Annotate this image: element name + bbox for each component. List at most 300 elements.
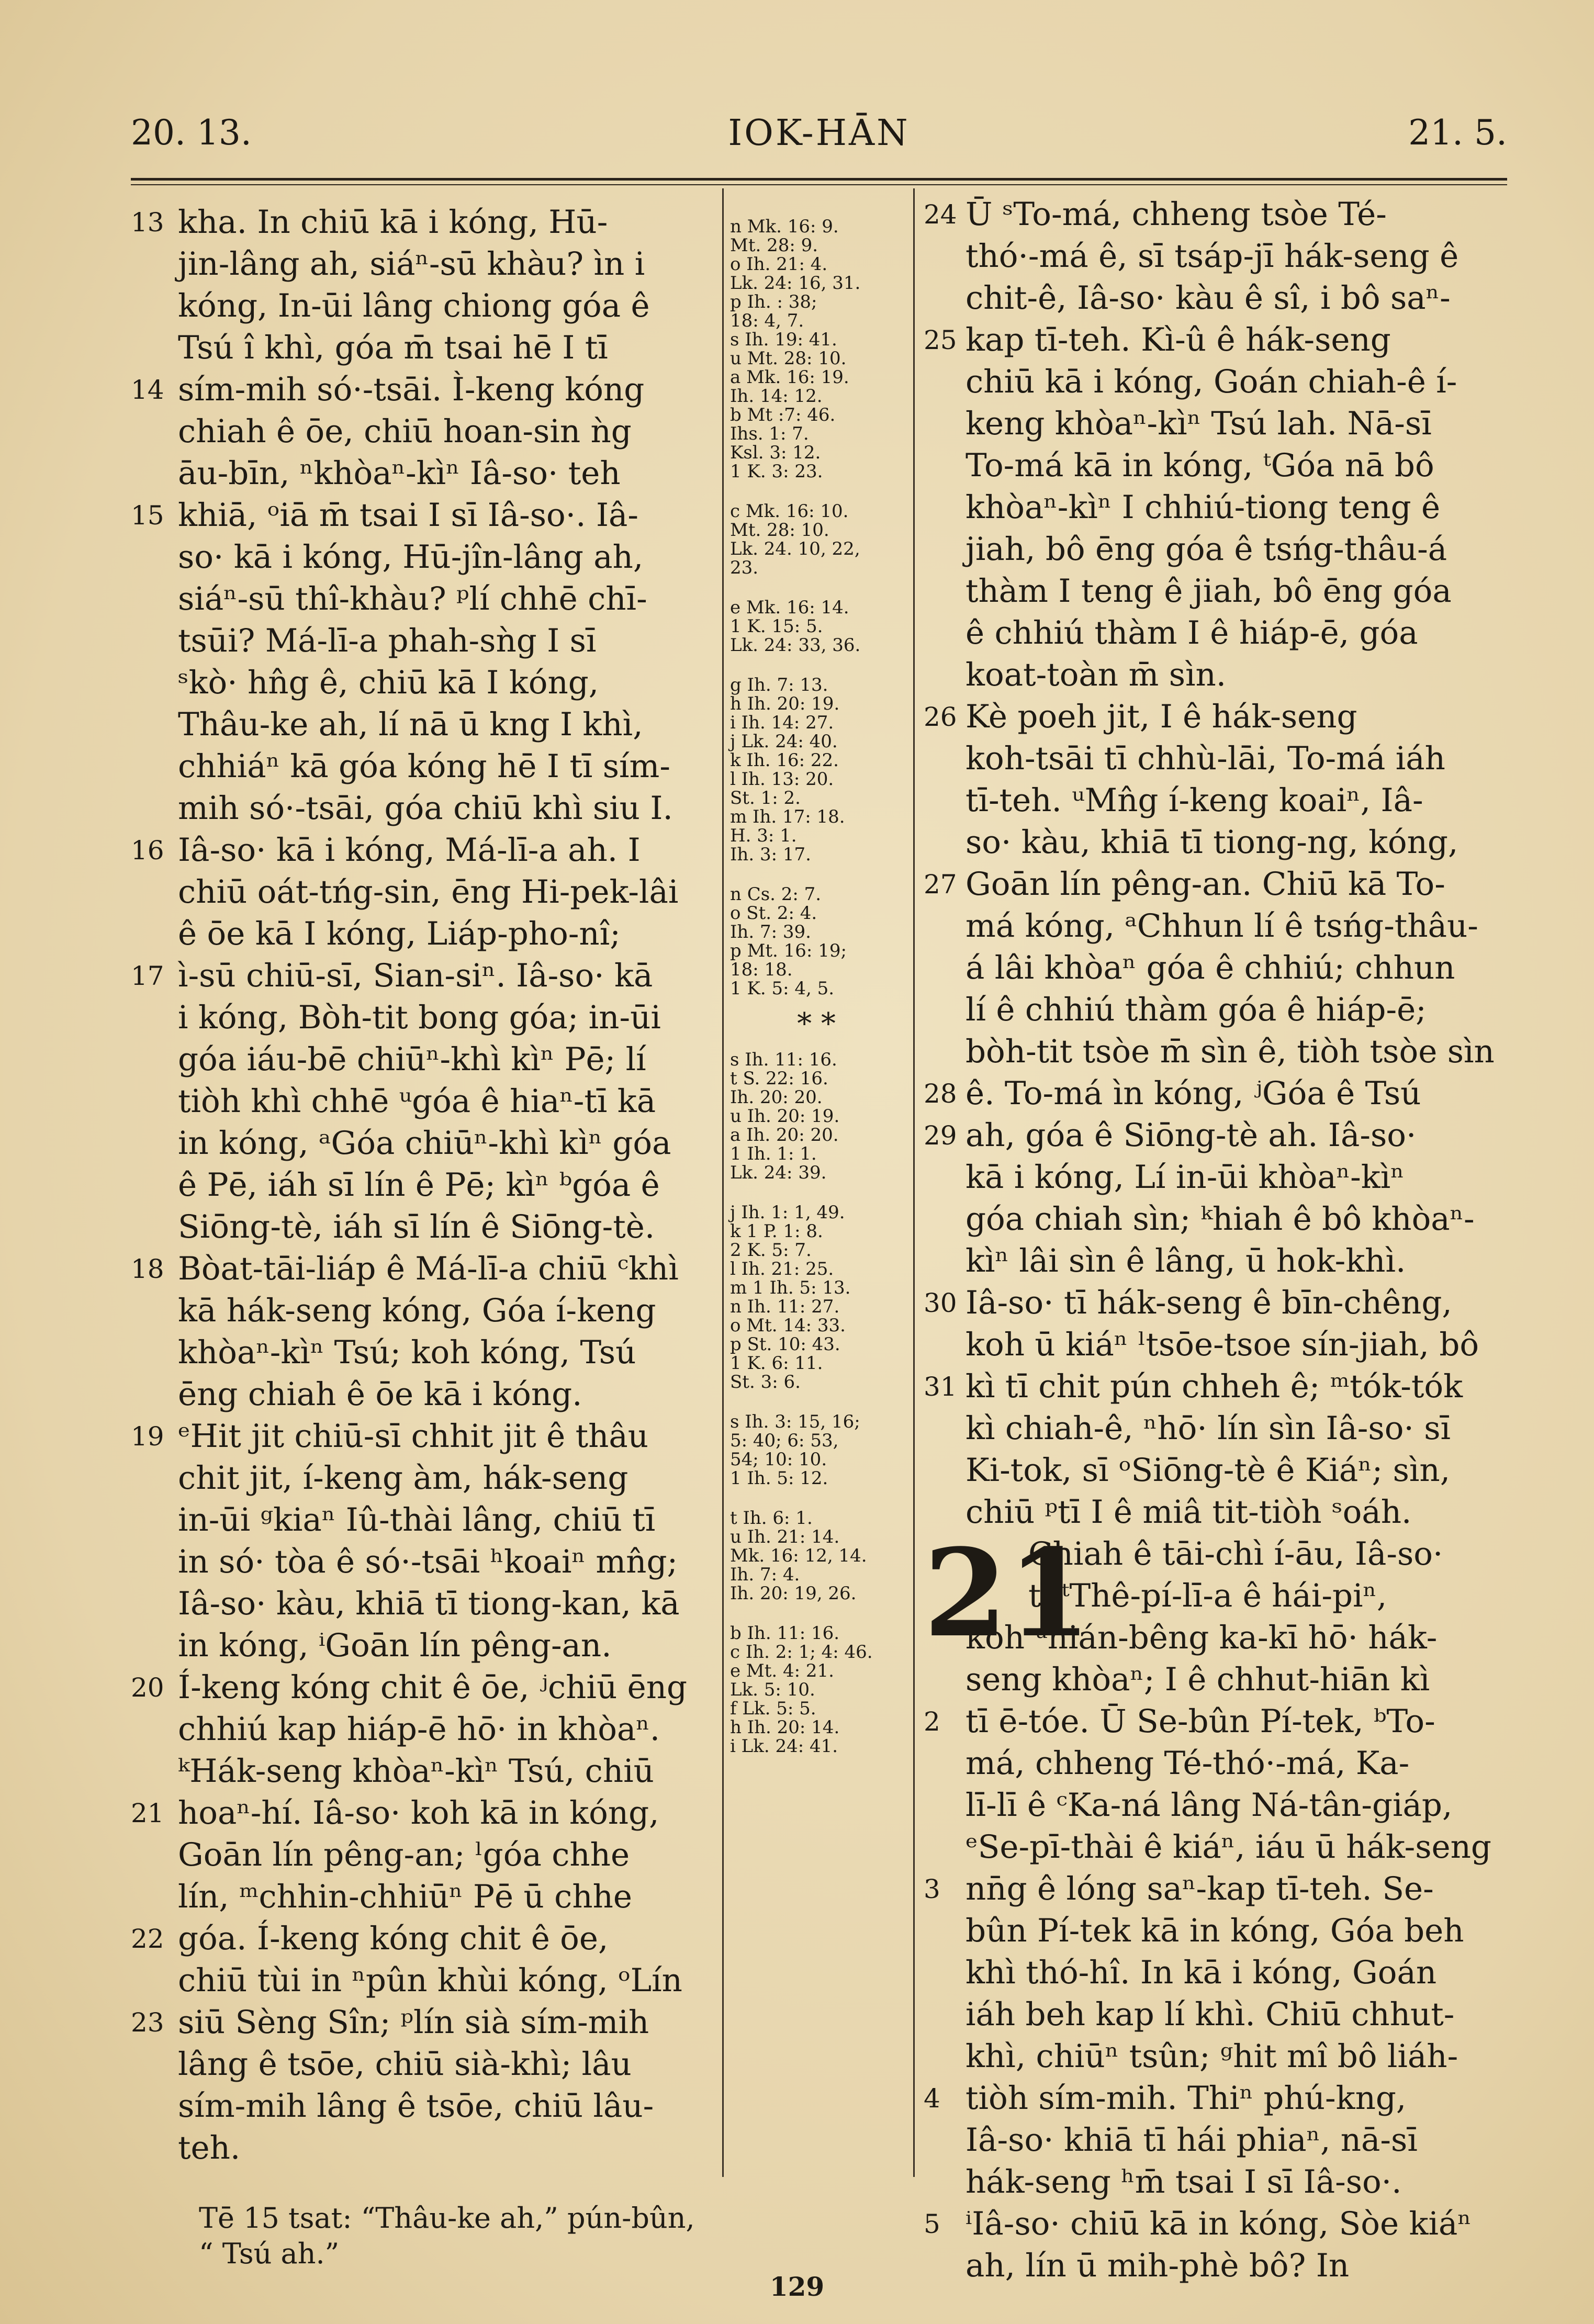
cross-reference: p St. 10: 43. <box>730 1334 840 1355</box>
cross-reference: Ih. 3: 17. <box>730 844 811 865</box>
cross-reference: 1 Ih. 5: 12. <box>730 1468 828 1489</box>
verse-text: mih só·-tsāi, góa chiū khì siu I. <box>178 790 673 827</box>
text-line <box>924 277 1510 319</box>
cross-reference: Lk. 24: 33, 36. <box>730 635 861 656</box>
cross-reference: Ksl. 3: 12. <box>730 442 821 463</box>
footnote-line: “ Tsú ah.” <box>199 2237 340 2270</box>
header-rule <box>131 178 1507 181</box>
text-line <box>131 1416 722 1457</box>
text-line <box>131 955 722 997</box>
text-line <box>131 327 722 369</box>
cross-reference: 18: 18. <box>730 959 793 980</box>
cross-reference: b Mt :7: 46. <box>730 405 836 425</box>
ref-gap <box>730 1182 903 1203</box>
text-line <box>131 1248 722 1290</box>
cross-reference: Ihs. 1: 7. <box>730 423 809 444</box>
cross-reference: n Ih. 11: 27. <box>730 1296 840 1317</box>
cross-reference: j Ih. 1: 1, 49. <box>730 1202 845 1223</box>
cross-reference: Ih. 20: 19, 26. <box>730 1583 857 1604</box>
text-line <box>131 1081 722 1122</box>
text-line <box>924 947 1510 989</box>
verse-text: tī-teh. ᵘMn̂g í-keng koaiⁿ, Iâ- <box>966 782 1423 819</box>
verse-text: thàm I teng ê jiah, bô ēng góa <box>966 572 1452 610</box>
text-line <box>131 1457 722 1499</box>
verse-number: 13 <box>131 207 164 238</box>
cross-reference: Lk. 24. 10, 22, <box>730 538 860 559</box>
text-line <box>924 1743 1510 1784</box>
verse-text: ˢkò· hn̂g ê, chiū kā I kóng, <box>178 664 599 701</box>
cross-reference: e Mk. 16: 14. <box>730 597 849 618</box>
cross-reference: 2 K. 5: 7. <box>730 1240 812 1261</box>
verse-text: hoaⁿ-hí. Iâ-so· koh kā in kóng, <box>178 1794 659 1832</box>
text-line <box>924 1701 1510 1743</box>
cross-reference: f Lk. 5: 5. <box>730 1698 816 1719</box>
text-line <box>924 1324 1510 1366</box>
verse-number: 18 <box>131 1254 164 1284</box>
verse-text: Kè poeh jit, I ê hák-seng <box>966 698 1357 735</box>
text-line <box>924 1826 1510 1868</box>
right-text-column <box>924 194 1510 2287</box>
cross-reference: c Ih. 2: 1; 4: 46. <box>730 1642 873 1663</box>
text-line <box>924 2036 1510 2078</box>
cross-reference: k Ih. 16: 22. <box>730 750 839 771</box>
ref-gap <box>730 577 903 598</box>
cross-reference: Lk. 5: 10. <box>730 1679 815 1700</box>
verse-text: koh ᵘhián-bêng ka-kī hō· hák- <box>966 1619 1438 1656</box>
cross-reference: o St. 2: 4. <box>730 903 817 924</box>
verse-number: 25 <box>924 325 957 355</box>
verse-text: khì, chiūⁿ tsûn; ᵍhit mî bô liáh- <box>966 2038 1458 2075</box>
cross-reference: St. 3: 6. <box>730 1372 801 1393</box>
verse-number: 2 <box>924 1706 940 1737</box>
ref-gap <box>730 655 903 676</box>
cross-reference: St. 1: 2. <box>730 788 801 809</box>
cross-reference: t Ih. 6: 1. <box>730 1508 813 1529</box>
verse-text: Thâu-ke ah, lí nā ū kng I khì, <box>178 706 643 743</box>
cross-reference-column <box>730 217 903 1756</box>
text-line <box>131 913 722 955</box>
cross-reference: Ih. 7: 39. <box>730 922 811 942</box>
cross-reference: t S. 22: 16. <box>730 1068 828 1089</box>
text-line <box>924 654 1510 696</box>
verse-text: khiā, ᵒiā m̄ tsai I sī Iâ-so·. Iâ- <box>178 497 639 534</box>
verse-text: sím-mih só·-tsāi. Ì-keng kóng <box>178 371 645 408</box>
footnote-line: Tē 15 tsat: “Thâu-ke ah,” pún-bûn, <box>199 2202 695 2235</box>
page-number: 129 <box>769 2271 825 2302</box>
cross-reference: Ih. 7: 4. <box>730 1564 800 1585</box>
verse-text: góa iáu-bē chiūⁿ-khì kìⁿ Pē; lí <box>178 1041 646 1078</box>
text-line <box>924 1240 1510 1282</box>
text-line <box>131 1918 722 1960</box>
text-line <box>131 620 722 662</box>
verse-text: iáh beh kap lí khì. Chiū chhut- <box>966 1996 1455 2033</box>
cross-reference: Lk. 24: 16, 31. <box>730 273 861 294</box>
verse-text: ê ōe kā I kóng, Liáp-pho-nî; <box>178 915 621 952</box>
text-line <box>131 1583 722 1625</box>
verse-text: nn̄g ê lóng saⁿ-kap tī-teh. Se- <box>966 1870 1434 1907</box>
verse-number: 14 <box>131 375 164 405</box>
text-line <box>924 1575 1510 1617</box>
cross-reference: 1 K. 3: 23. <box>730 461 823 482</box>
text-line <box>131 1541 722 1583</box>
text-line <box>924 780 1510 822</box>
cross-reference: Lk. 24: 39. <box>730 1162 827 1183</box>
text-line <box>924 1157 1510 1198</box>
text-line <box>924 487 1510 529</box>
cross-reference: b Ih. 11: 16. <box>730 1623 840 1644</box>
text-line <box>131 2044 722 2085</box>
text-line <box>924 1994 1510 2036</box>
ref-gap <box>730 864 903 885</box>
text-line <box>131 1792 722 1834</box>
header-chapter-end: 21. 5. <box>1408 113 1507 153</box>
verse-text: kìⁿ lâi sìn ê lâng, ū hok-khì. <box>966 1242 1406 1279</box>
verse-number: 21 <box>131 1798 164 1828</box>
text-line <box>924 403 1510 445</box>
verse-text: ê. To-má ìn kóng, ʲGóa ê Tsú <box>966 1075 1421 1112</box>
verse-text: jin-lâng ah, siáⁿ-sū khàu? ìn i <box>178 245 645 283</box>
text-line <box>131 2127 722 2169</box>
text-line <box>131 1039 722 1081</box>
verse-text: Iâ-so· kā i kóng, Má-lī-a ah. I <box>178 832 641 869</box>
text-line <box>131 704 722 746</box>
verse-text: siū Sèng Sîn; ᵖlín sià sím-mih <box>178 2004 649 2041</box>
verse-text: chiū kā i kóng, Goán chiah-ê í- <box>966 363 1457 400</box>
text-line <box>131 1750 722 1792</box>
verse-text: Goān lín pêng-an; ˡgóa chhe <box>178 1836 630 1873</box>
cross-reference: p Mt. 16: 19; <box>730 940 847 961</box>
verse-number: 23 <box>131 2007 164 2038</box>
text-line <box>924 1115 1510 1157</box>
text-line <box>131 788 722 829</box>
text-line <box>924 696 1510 738</box>
text-line <box>131 829 722 871</box>
text-line <box>924 1073 1510 1115</box>
text-line <box>131 1667 722 1709</box>
chapter-number: 21 <box>924 1523 1092 1664</box>
cross-reference: l Ih. 21: 25. <box>730 1259 834 1279</box>
verse-text: góa chiah sìn; ᵏhiah ê bô khòaⁿ- <box>966 1200 1475 1238</box>
text-line <box>131 1499 722 1541</box>
header-chapter-start: 20. 13. <box>131 113 252 153</box>
running-header <box>131 113 1507 170</box>
verse-text: in kóng, ᵃGóa chiūⁿ-khì kìⁿ góa <box>178 1125 671 1162</box>
verse-text: lī-lī ê ᶜKa-ná lâng Ná-tân-giáp, <box>966 1787 1453 1824</box>
verse-number: 15 <box>131 500 164 531</box>
verse-text: chiū ᵖtī I ê miâ tit-tiòh ˢoáh. <box>966 1494 1412 1531</box>
verse-text: āu-bīn, ⁿkhòaⁿ-kìⁿ Iâ-so· teh <box>178 455 621 492</box>
cross-reference: Ih. 14: 12. <box>730 386 823 407</box>
text-line <box>924 1617 1510 1659</box>
verse-text: kā i kóng, Lí in-ūi khòaⁿ-kìⁿ <box>966 1159 1405 1196</box>
verse-number: 26 <box>924 702 957 732</box>
verse-text: Chiah ê tāi-chì í-āu, Iâ-so· <box>1028 1535 1443 1573</box>
text-line <box>131 578 722 620</box>
verse-text: siáⁿ-sū thî-khàu? ᵖlí chhē chī- <box>178 580 647 618</box>
verse-text: sím-mih lâng ê tsōe, chiū lâu- <box>178 2087 654 2125</box>
verse-text: kap tī-teh. Kì-û ê hák-seng <box>966 321 1391 358</box>
text-line <box>131 201 722 243</box>
verse-number: 28 <box>924 1079 957 1109</box>
text-line <box>924 1868 1510 1910</box>
verse-text: khòaⁿ-kìⁿ Tsú; koh kóng, Tsú <box>178 1334 636 1371</box>
verse-text: ⁱIâ-so· chiū kā in kóng, Sòe kiáⁿ <box>966 2205 1472 2242</box>
verse-text: kā hák-seng kóng, Góa í-keng <box>178 1292 656 1329</box>
verse-number: 17 <box>131 961 164 991</box>
cross-reference: 1 K. 6: 11. <box>730 1353 823 1374</box>
cross-reference: 18: 4, 7. <box>730 310 804 331</box>
verse-text: chiū tùi in ⁿpûn khùi kóng, ᵒLín <box>178 1962 682 1999</box>
text-line <box>131 285 722 327</box>
column-divider-left <box>722 188 724 2177</box>
verse-text: Iâ-so· tī hák-seng ê bīn-chêng, <box>966 1284 1452 1321</box>
cross-reference: h Ih. 20: 19. <box>730 693 840 714</box>
text-line <box>131 369 722 411</box>
verse-text: i kóng, Bòh-tit bong góa; in-ūi <box>178 999 661 1036</box>
verse-number: 16 <box>131 835 164 866</box>
text-line <box>131 2002 722 2044</box>
text-line <box>131 495 722 536</box>
footnote <box>199 2200 743 2272</box>
text-line <box>131 871 722 913</box>
cross-reference: 1 K. 15: 5. <box>730 616 823 637</box>
text-line <box>924 2161 1510 2203</box>
cross-reference: Mt. 28: 10. <box>730 520 829 541</box>
cross-reference: s Ih. 3: 15, 16; <box>730 1411 860 1432</box>
text-line <box>131 1374 722 1416</box>
verse-text: thó·-má ê, sī tsáp-jī hák-seng ê <box>966 238 1459 275</box>
text-line <box>131 746 722 788</box>
cross-reference: j Lk. 24: 40. <box>730 731 838 752</box>
verse-text: Ū ˢTo-má, chheng tsòe Té- <box>966 196 1387 233</box>
verse-number: 24 <box>924 199 957 230</box>
cross-reference: n Cs. 2: 7. <box>730 884 822 905</box>
text-line <box>924 1659 1510 1701</box>
text-line <box>924 863 1510 905</box>
verse-text: tsūi? Má-lī-a phah-sǹg I sī <box>178 622 597 659</box>
verse-text: kì chiah-ê, ⁿhō· lín sìn Iâ-so· sī <box>966 1410 1451 1447</box>
text-line <box>924 822 1510 863</box>
text-line <box>924 612 1510 654</box>
text-line <box>131 453 722 495</box>
cross-reference: u Ih. 21: 14. <box>730 1526 840 1547</box>
text-line <box>924 570 1510 612</box>
text-line <box>131 1625 722 1667</box>
verse-text: chhiú kap hiáp-ē hō· in khòaⁿ. <box>178 1711 660 1748</box>
verse-text: khòaⁿ-kìⁿ I chhiú-tiong teng ê <box>966 489 1441 526</box>
verse-text: so· kàu, khiā tī tiong-ng, kóng, <box>966 824 1458 861</box>
cross-reference: u Mt. 28: 10. <box>730 348 847 369</box>
cross-reference: s Ih. 19: 41. <box>730 329 837 350</box>
verse-text: ê Pē, iáh sī lín ê Pē; kìⁿ ᵇgóa ê <box>178 1166 660 1204</box>
text-line <box>131 411 722 453</box>
text-line <box>924 1031 1510 1073</box>
text-line <box>131 1206 722 1248</box>
verse-text: To-má kā in kóng, ᵗGóa nā bô <box>966 447 1434 484</box>
verse-number: 4 <box>924 2083 940 2114</box>
text-line <box>924 319 1510 361</box>
cross-reference: 54; 10: 10. <box>730 1449 827 1470</box>
cross-reference: i Lk. 24: 41. <box>730 1736 838 1757</box>
verse-number: 31 <box>924 1372 957 1402</box>
cross-reference: a Mk. 16: 19. <box>730 367 849 388</box>
cross-reference: s Ih. 11: 16. <box>730 1049 837 1070</box>
verse-text: lín, ᵐchhin-chhiūⁿ Pē ū chhe <box>178 1878 632 1915</box>
cross-reference: n Mk. 16: 9. <box>730 216 839 237</box>
verse-text: bûn Pí-tek kā in kóng, Góa beh <box>966 1912 1464 1949</box>
verse-number: 3 <box>924 1874 940 1904</box>
verse-text: chit jit, í-keng àm, hák-seng <box>178 1459 628 1497</box>
verse-number: 29 <box>924 1120 957 1151</box>
header-book-title: IOK-HĀN <box>728 113 910 154</box>
verse-text: so· kā i kóng, Hū-jîn-lâng ah, <box>178 538 644 576</box>
verse-text: kha. In chiū kā i kóng, Hū- <box>178 204 608 241</box>
cross-reference: Ih. 20: 20. <box>730 1087 823 1108</box>
verse-text: Í-keng kóng chit ê ōe, ʲchiū ēng <box>178 1669 688 1706</box>
text-line <box>131 1876 722 1918</box>
cross-reference: p Ih. : 38; <box>730 291 817 312</box>
verse-text: bòh-tit tsòe m̄ sìn ê, tiòh tsòe sìn <box>966 1033 1495 1070</box>
text-line <box>924 2119 1510 2161</box>
text-line <box>131 662 722 704</box>
verse-text: Iâ-so· kàu, khiā tī tiong-kan, kā <box>178 1585 680 1622</box>
text-line <box>924 529 1510 570</box>
section-stars: * * <box>797 1007 836 1041</box>
left-text-column <box>131 201 722 2169</box>
text-line <box>924 989 1510 1031</box>
verse-text: jiah, bô ēng góa ê tsńg-thâu-á <box>966 531 1447 568</box>
verse-text: ê chhiú thàm I ê hiáp-ē, góa <box>966 614 1418 652</box>
text-line <box>924 2203 1510 2245</box>
verse-text: Siōng-tè, iáh sī lín ê Siōng-tè. <box>178 1208 655 1245</box>
verse-text: in kóng, ⁱGoān lín pêng-an. <box>178 1627 612 1664</box>
cross-reference: g Ih. 7: 13. <box>730 675 828 695</box>
verse-text: koat-toàn m̄ sìn. <box>966 656 1227 693</box>
verse-text: ah, góa ê Siōng-tè ah. Iâ-so· <box>966 1117 1417 1154</box>
cross-reference: u Ih. 20: 19. <box>730 1106 840 1127</box>
text-line <box>924 194 1510 235</box>
verse-text: seng khòaⁿ; I ê chhut-hiān kì <box>966 1661 1430 1698</box>
header-rule-thin <box>131 184 1507 185</box>
cross-reference: 23. <box>730 557 759 578</box>
verse-text: ēng chiah ê ōe kā i kóng. <box>178 1376 582 1413</box>
verse-text: Iâ-so· khiā tī hái phiaⁿ, nā-sī <box>966 2121 1418 2159</box>
verse-text: hák-seng ʰm̄ tsai I sī Iâ-so·. <box>966 2163 1402 2200</box>
verse-text: má, chheng Té-thó·-má, Ka- <box>966 1745 1410 1782</box>
text-line <box>924 1952 1510 1994</box>
verse-text: ì-sū chiū-sī, Sian-siⁿ. Iâ-so· kā <box>178 957 653 994</box>
text-line <box>924 1366 1510 1408</box>
text-line <box>924 361 1510 403</box>
text-line <box>131 243 722 285</box>
text-line <box>131 1164 722 1206</box>
verse-text: in só· tòa ê só·-tsāi ʰkoaiⁿ mn̂g; <box>178 1543 678 1580</box>
verse-text: ᵉHit jit chiū-sī chhit jit ê thâu <box>178 1418 649 1455</box>
cross-reference: c Mk. 16: 10. <box>730 501 849 522</box>
verse-text: tī ē-tóe. Ū Se-bûn Pí-tek, ᵇTo- <box>966 1703 1435 1740</box>
cross-reference: o Ih. 21: 4. <box>730 254 828 275</box>
verse-number: 19 <box>131 1421 164 1452</box>
cross-reference: m 1 Ih. 5: 13. <box>730 1277 851 1298</box>
verse-text: Goān lín pêng-an. Chiū kā To- <box>966 866 1445 903</box>
text-line <box>924 738 1510 780</box>
text-line <box>131 1122 722 1164</box>
verse-text: koh-tsāi tī chhù-lāi, To-má iáh <box>966 740 1445 777</box>
text-line <box>924 2078 1510 2119</box>
verse-number: 22 <box>131 1924 164 1954</box>
verse-number: 20 <box>131 1672 164 1703</box>
cross-reference: i Ih. 14: 27. <box>730 712 834 733</box>
verse-text: lâng ê tsōe, chiū sià-khì; lâu <box>178 2046 632 2083</box>
verse-text: tiòh khì chhē ᵘgóa ê hiaⁿ-tī kā <box>178 1083 656 1120</box>
text-line <box>924 1910 1510 1952</box>
text-line <box>131 1332 722 1374</box>
verse-text: keng khòaⁿ-kìⁿ Tsú lah. Nā-sī <box>966 405 1432 442</box>
verse-number: 30 <box>924 1288 957 1318</box>
verse-text: Tsú î khì, góa m̄ tsai hē I tī <box>178 329 608 366</box>
text-line <box>131 1960 722 2002</box>
verse-text: má kóng, ᵃChhun lí ê tsńg-thâu- <box>966 907 1478 945</box>
verse-text: tī ᵗThê-pí-lī-a ê hái-piⁿ, <box>1028 1577 1387 1614</box>
text-line <box>131 536 722 578</box>
text-line <box>924 905 1510 947</box>
verse-text: chiū oát-tńg-sin, ēng Hi-pek-lâi <box>178 873 679 911</box>
verse-text: ᵏHák-seng khòaⁿ-kìⁿ Tsú, chiū <box>178 1753 654 1790</box>
verse-text: kì tī chit pún chheh ê; ᵐtók-tók <box>966 1368 1463 1405</box>
verse-text: lí ê chhiú thàm góa ê hiáp-ē; <box>966 991 1427 1028</box>
verse-text: Ki-tok, sī ᵒSiōng-tè ê Kiáⁿ; sìn, <box>966 1452 1451 1489</box>
cross-reference: k 1 P. 1: 8. <box>730 1221 823 1242</box>
cross-reference: 1 Ih. 1: 1. <box>730 1143 817 1164</box>
cross-reference: h Ih. 20: 14. <box>730 1717 840 1738</box>
verse-text: koh ū kiáⁿ ˡtsōe-tsoe sín-jiah, bô <box>966 1326 1479 1363</box>
text-line <box>924 235 1510 277</box>
text-line <box>131 2085 722 2127</box>
text-line <box>131 1709 722 1750</box>
cross-reference: a Ih. 20: 20. <box>730 1125 839 1146</box>
text-line <box>131 1290 722 1332</box>
text-line <box>924 1408 1510 1450</box>
text-line <box>924 1282 1510 1324</box>
text-line <box>131 997 722 1039</box>
verse-text: chiah ê ōe, chiū hoan-sin ǹg <box>178 413 632 450</box>
ref-gap <box>730 481 903 502</box>
column-divider-right <box>913 188 915 2177</box>
verse-text: á lâi khòaⁿ góa ê chhiú; chhun <box>966 949 1455 986</box>
verse-number: 27 <box>924 869 957 900</box>
verse-text: ah, lín ū mih-phè bô? In <box>966 2247 1350 2284</box>
text-line <box>131 1834 722 1876</box>
verse-text: góa. Í-keng kóng chit ê ōe, <box>178 1920 609 1957</box>
cross-reference: Mk. 16: 12, 14. <box>730 1545 867 1566</box>
cross-reference: m Ih. 17: 18. <box>730 806 845 827</box>
verse-text: chhiáⁿ kā góa kóng hē I tī sím- <box>178 748 671 785</box>
cross-reference: Mt. 28: 9. <box>730 235 818 256</box>
cross-reference: 1 K. 5: 4, 5. <box>730 978 835 999</box>
cross-reference: e Mt. 4: 21. <box>730 1660 834 1681</box>
ref-gap <box>730 1603 903 1624</box>
ref-gap <box>730 1488 903 1509</box>
text-line <box>924 445 1510 487</box>
verse-text: in-ūi ᵍkiaⁿ Iû-thài lâng, chiū tī <box>178 1501 656 1539</box>
cross-reference: 5: 40; 6: 53, <box>730 1430 839 1451</box>
verse-text: ᵉSe-pī-thài ê kiáⁿ, iáu ū hák-seng <box>966 1828 1491 1866</box>
cross-reference: l Ih. 13: 20. <box>730 769 834 790</box>
text-line <box>924 1198 1510 1240</box>
verse-text: teh. <box>178 2129 241 2166</box>
verse-text: Bòat-tāi-liáp ê Má-lī-a chiū ᶜkhì <box>178 1250 679 1287</box>
verse-text: tiòh sím-mih. Thiⁿ phú-kng, <box>966 2080 1407 2117</box>
